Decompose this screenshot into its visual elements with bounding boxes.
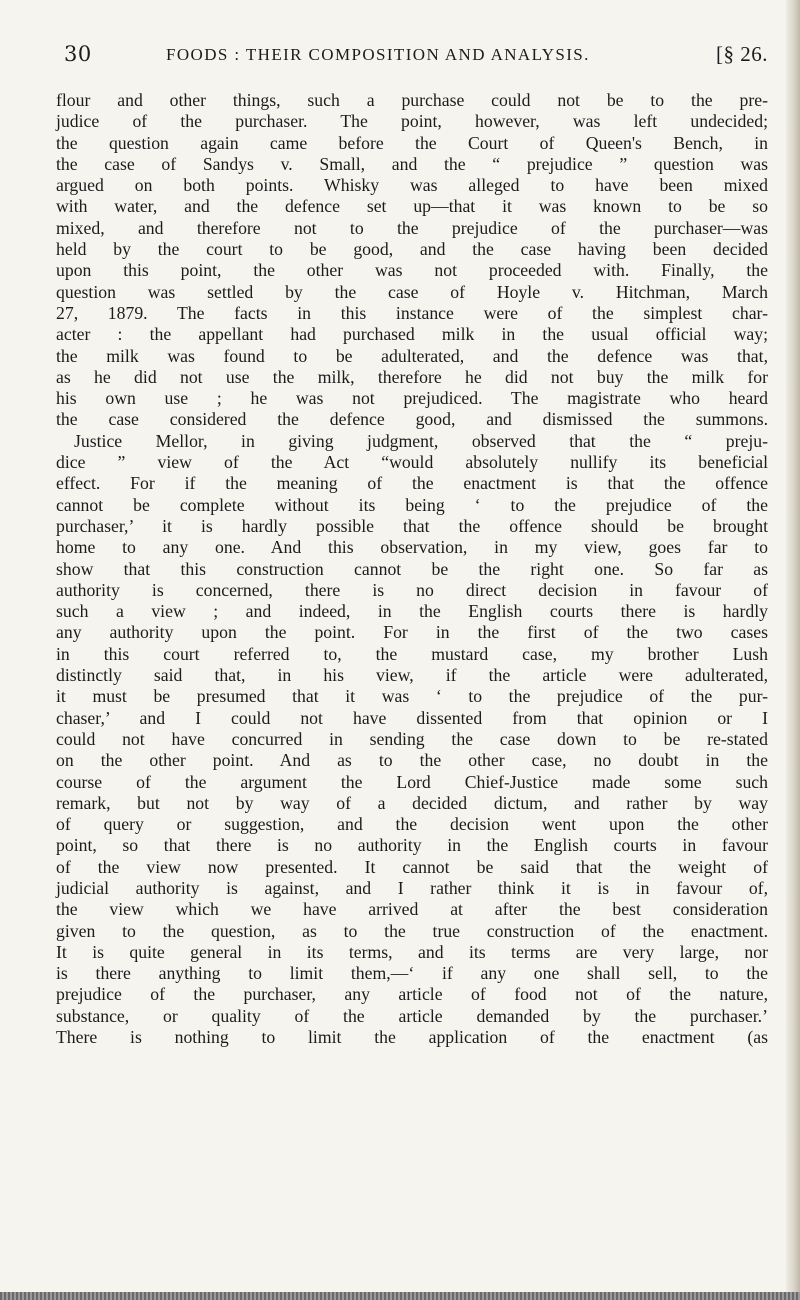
text-line: chaser,’ and I could not have dissented from that opinion or I bbox=[56, 707, 768, 728]
text-line: on the other point. And as to the other case, no doubt in the bbox=[56, 750, 768, 771]
text-line: purchaser,’ it is hardly possible that the offence should be brought bbox=[56, 515, 768, 536]
text-line: of the view now presented. It cannot be said that the weight of bbox=[56, 856, 768, 877]
text-line: his own use ; he was not prejudiced. The magistrate who heard bbox=[56, 388, 768, 409]
page-bottom-edge bbox=[0, 1292, 800, 1300]
text-line: as he did not use the milk, therefore he did not buy the milk for bbox=[56, 366, 768, 387]
text-line: in this court referred to, the mustard case, my brother Lush bbox=[56, 643, 768, 664]
text-line: dice ” view of the Act “would absolutely nullify its beneficial bbox=[56, 452, 768, 473]
text-line: acter : the appellant had purchased milk in the usual official way; bbox=[56, 324, 768, 345]
text-line: could not have concurred in sending the case down to be re-stated bbox=[56, 728, 768, 749]
text-line: with water, and the defence set up—that it was known to be so bbox=[56, 196, 768, 217]
text-line: the case of Sandys v. Small, and the “ prejudice ” question was bbox=[56, 153, 768, 174]
text-line: distinctly said that, in his view, if the article were adulterated, bbox=[56, 665, 768, 686]
text-line: judicial authority is against, and I rather think it is in favour of, bbox=[56, 877, 768, 898]
text-line: There is nothing to limit the application of the enactment (as bbox=[56, 1027, 768, 1048]
text-line: any authority upon the point. For in the first of the two cases bbox=[56, 622, 768, 643]
text-line: the view which we have arrived at after the best consideration bbox=[56, 899, 768, 920]
text-line: show that this construction cannot be the right one. So far as bbox=[56, 558, 768, 579]
section-reference: [§ 26. bbox=[716, 42, 768, 66]
text-line: argued on both points. Whisky was alleged to have been mixed bbox=[56, 175, 768, 196]
text-line: cannot be complete without its being ‘ to the prejudice of the bbox=[56, 494, 768, 515]
text-line: question was settled by the case of Hoyle v. Hitchman, March bbox=[56, 281, 768, 302]
text-line: flour and other things, such a purchase could not be to the pre- bbox=[56, 90, 768, 110]
page-number: 30 bbox=[64, 42, 92, 66]
text-line: course of the argument the Lord Chief-Justice made some such bbox=[56, 771, 768, 792]
text-line: substance, or quality of the article demanded by the purchaser.’ bbox=[56, 1005, 768, 1026]
text-line: effect. For if the meaning of the enactment is that the offence bbox=[56, 473, 768, 494]
text-line: is there anything to limit them,—‘ if any one shall sell, to the bbox=[56, 963, 768, 984]
text-line: point, so that there is no authority in the English courts in favour bbox=[56, 835, 768, 856]
text-line: it must be presumed that it was ‘ to the prejudice of the pur- bbox=[56, 686, 768, 707]
text-line: authority is concerned, there is no direct decision in favour of bbox=[56, 579, 768, 600]
text-line: the milk was found to be adulterated, and the defence was that, bbox=[56, 345, 768, 366]
text-line: such a view ; and indeed, in the English courts there is hardly bbox=[56, 601, 768, 622]
text-line: mixed, and therefore not to the prejudice of the purchaser—was bbox=[56, 217, 768, 238]
text-line: home to any one. And this observation, in my view, goes far to bbox=[56, 537, 768, 558]
text-line: 27, 1879. The facts in this instance were of the simplest char- bbox=[56, 302, 768, 323]
text-line: Justice Mellor, in giving judgment, observed that the “ preju- bbox=[74, 430, 768, 451]
text-line: held by the court to be good, and the case having been decided bbox=[56, 239, 768, 260]
page-header bbox=[56, 42, 768, 72]
text-line: of query or suggestion, and the decision went upon the other bbox=[56, 814, 768, 835]
running-title: FOODS : THEIR COMPOSITION AND ANALYSIS. bbox=[166, 45, 590, 64]
text-line: judice of the purchaser. The point, however, was left undecided; bbox=[56, 111, 768, 132]
text-line: the question again came before the Court of Queen's Bench, in bbox=[56, 132, 768, 153]
text-line: the case considered the defence good, and dismissed the summons. bbox=[56, 409, 768, 430]
text-line: It is quite general in its terms, and its terms are very large, nor bbox=[56, 941, 768, 962]
page-edge-shadow bbox=[786, 0, 800, 1300]
text-line: prejudice of the purchaser, any article of food not of the nature, bbox=[56, 984, 768, 1005]
text-line: upon this point, the other was not proceeded with. Finally, the bbox=[56, 260, 768, 281]
text-line: remark, but not by way of a decided dictum, and rather by way bbox=[56, 792, 768, 813]
body-text bbox=[56, 90, 768, 1048]
text-line: given to the question, as to the true construction of the enactment. bbox=[56, 920, 768, 941]
